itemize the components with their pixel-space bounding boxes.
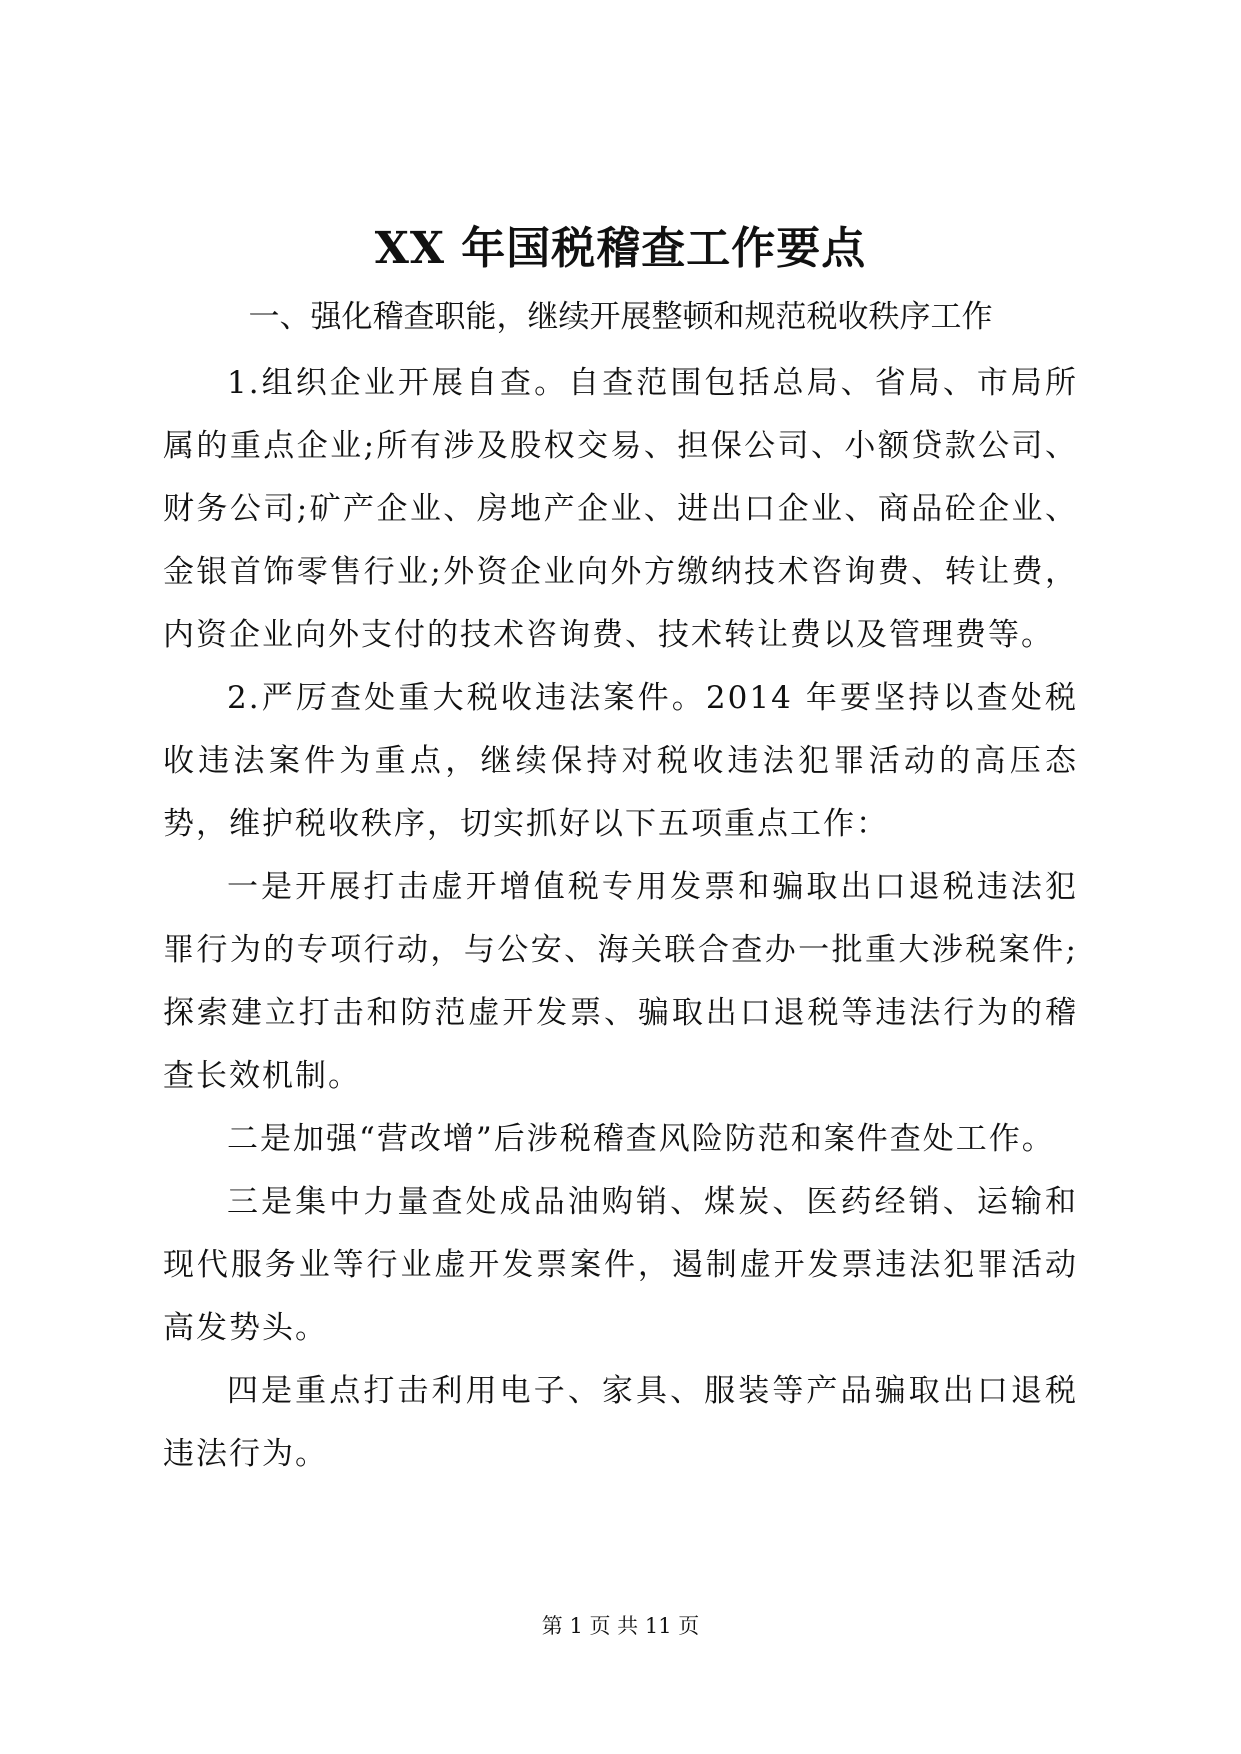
section-heading: 一、强化稽查职能，继续开展整顿和规范税收秩序工作 — [248, 299, 993, 335]
document-body — [163, 352, 1078, 1486]
paragraph-item-four: 四是重点打击利用电子、家具、服装等产品骗取出口退税违法行为。 — [163, 1373, 1078, 1472]
paragraph-item-three: 三是集中力量查处成品油购销、煤炭、医药经销、运输和现代服务业等行业虚开发票案件，遏制虚开发票违法犯罪活动高发势头。 — [163, 1184, 1078, 1346]
paragraph-major-cases: 2.严厉查处重大税收违法案件。2014 年要坚持以查处税收违法案件为重点，继续保持对税收违法犯罪活动的高压态势，维护税收秩序，切实抓好以下五项重点工作： — [163, 680, 1078, 842]
page-footer: 第 1 页 共 11 页 — [541, 1614, 700, 1638]
document-title: XX 年国税稽查工作要点 — [374, 223, 867, 274]
paragraph-item-two: 二是加强“营改增”后涉税稽查风险防范和案件查处工作。 — [227, 1121, 1055, 1157]
paragraph-self-inspection: 1.组织企业开展自查。自查范围包括总局、省局、市局所属的重点企业;所有涉及股权交易、担保公司、小额贷款公司、财务公司;矿产企业、房地产企业、进出口企业、商品砼企业、金银首饰零售行业;外资企业向外方缴纳技术咨询费、转让费，内资企业向外支付的技术咨询费、技术转让费以及管理费等。 — [163, 365, 1078, 653]
paragraph-item-one: 一是开展打击虚开增值税专用发票和骗取出口退税违法犯罪行为的专项行动，与公安、海关联合查办一批重大涉税案件;探索建立打击和防范虚开发票、骗取出口退税等违法行为的稽查长效机制。 — [163, 869, 1078, 1094]
